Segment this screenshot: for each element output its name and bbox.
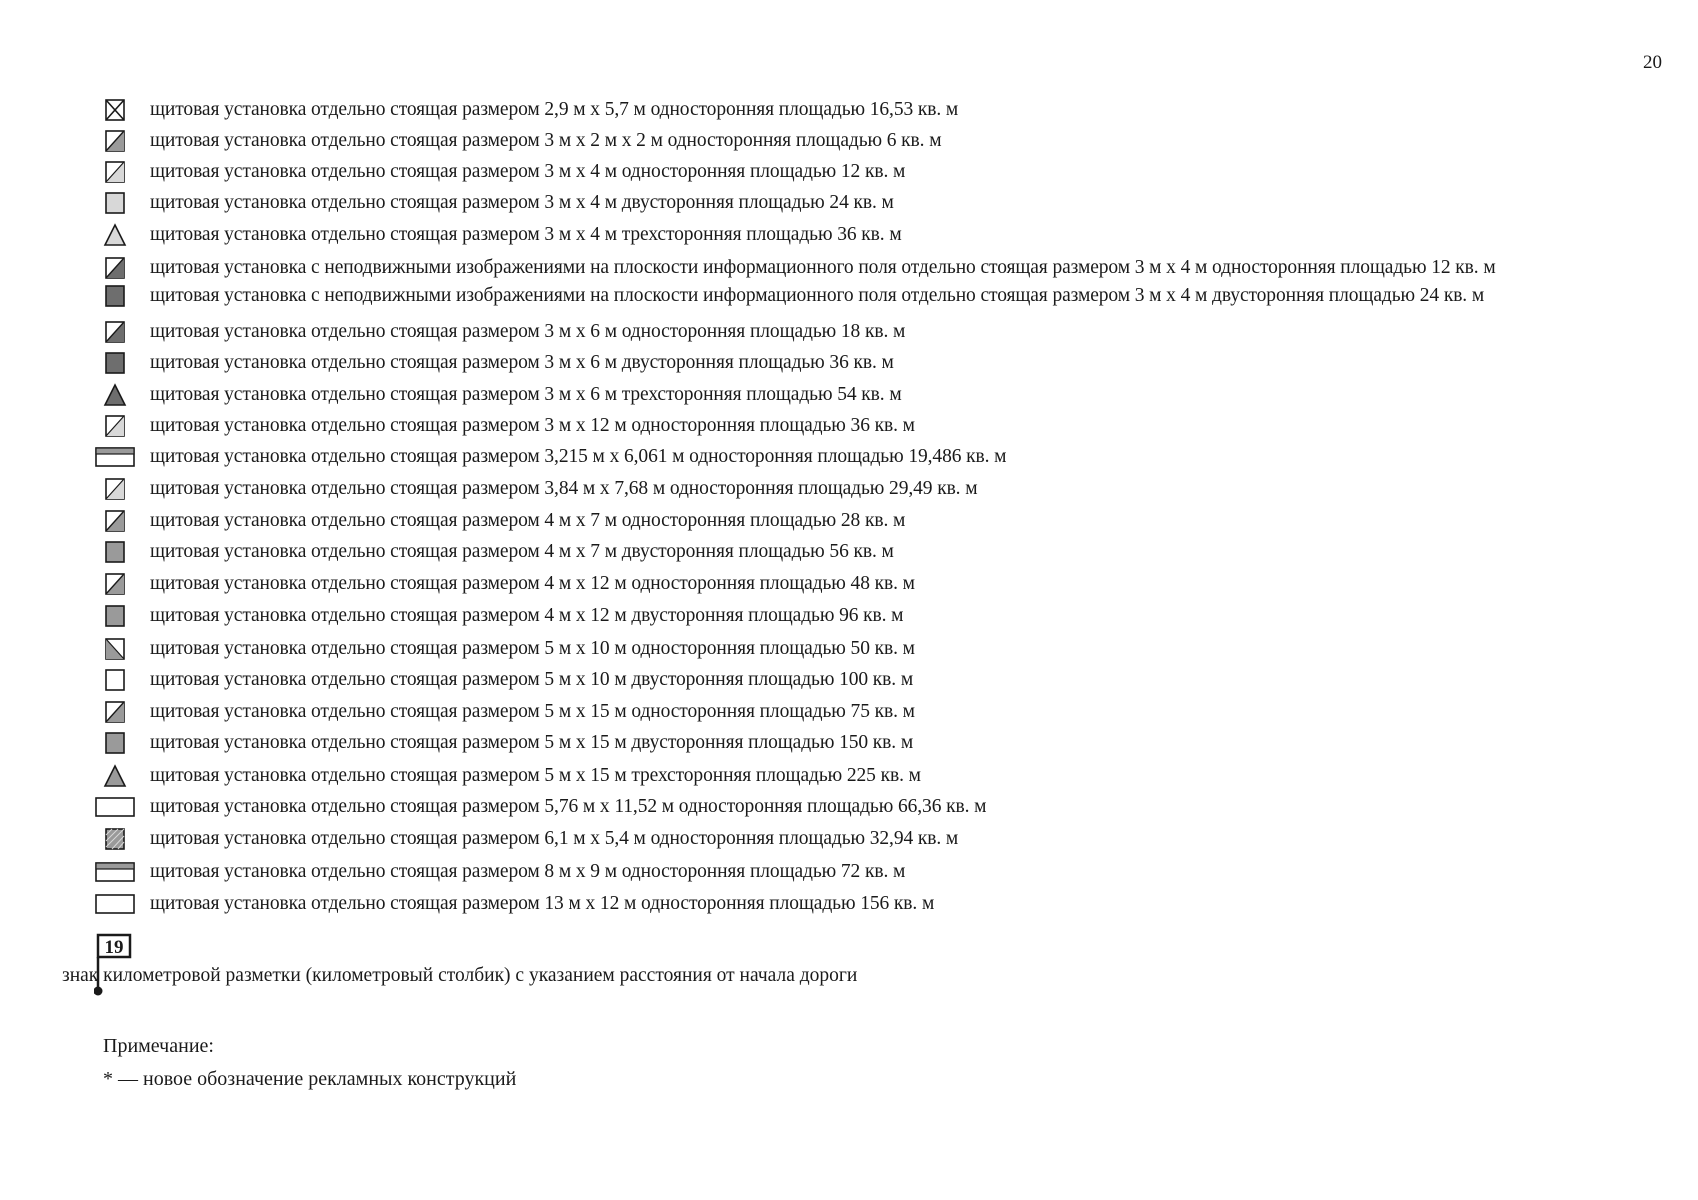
legend-item	[94, 698, 915, 726]
legend-item-label: щитовая установка отдельно стоящая размером 3 м х 4 м двусторонняя площадью 24 кв. м	[150, 192, 894, 213]
legend-item-label: щитовая установка отдельно стоящая размером 3 м х 2 м х 2 м односторонняя площадью 6 кв. м	[150, 130, 942, 151]
legend-item	[94, 221, 902, 249]
legend-item-label: щитовая установка отдельно стоящая размером 3 м х 12 м односторонняя площадью 36 кв. м	[150, 415, 915, 436]
legend-item-label: щитовая установка отдельно стоящая размером 4 м х 12 м двусторонняя площадью 96 кв. м	[150, 605, 904, 626]
legend-item	[94, 349, 894, 377]
legend-item	[94, 729, 913, 757]
legend-item-label: щитовая установка с неподвижными изображениями на плоскости информационного поля отдельно стоящая размером 3 м х 4 м двусторонняя площадью 24 кв. м	[150, 285, 1485, 306]
diagonal-square-icon	[94, 507, 136, 535]
legend-item-label: щитовая установка отдельно стоящая размером 8 м х 9 м односторонняя площадью 72 кв. м	[150, 861, 906, 882]
solid-grey-square-icon	[94, 729, 136, 757]
legend-item-label: щитовая установка отдельно стоящая размером 5 м х 15 м двусторонняя площадью 150 кв. м	[150, 732, 914, 753]
grey-square-icon	[94, 189, 136, 217]
legend-item-label: щитовая установка отдельно стоящая размером 6,1 м х 5,4 м односторонняя площадью 32,94 кв. м	[150, 828, 959, 849]
diagonal-square-icon	[94, 698, 136, 726]
legend-item	[94, 793, 986, 821]
legend-item	[94, 96, 958, 124]
legend-item	[94, 538, 894, 566]
wide-empty-rect-icon	[94, 890, 136, 918]
triangle-solid-icon	[94, 762, 136, 790]
legend-item	[94, 443, 1006, 471]
triangle-dark-icon	[94, 381, 136, 409]
triangle-light-icon	[94, 221, 136, 249]
crossed-box-icon	[94, 96, 136, 124]
note-text: * — новое обозначение рекламных конструкций	[103, 1068, 517, 1090]
legend-item-label: щитовая установка отдельно стоящая размером 3 м х 4 м трехсторонняя площадью 36 кв. м	[150, 224, 902, 245]
legend-item	[94, 254, 1496, 282]
legend-item-label: щитовая установка отдельно стоящая размером 4 м х 7 м односторонняя площадью 28 кв. м	[150, 510, 906, 531]
legend-item-label: щитовая установка отдельно стоящая размером 2,9 м х 5,7 м односторонняя площадью 16,53 кв. м	[150, 99, 959, 120]
diagonal-square-dark-icon	[94, 318, 136, 346]
note-title: Примечание:	[103, 1035, 214, 1057]
hatched-square-icon	[94, 825, 136, 853]
legend-item-label: щитовая установка отдельно стоящая размером 3 м х 4 м односторонняя площадью 12 кв. м	[150, 161, 906, 182]
legend-item-label: щитовая установка отдельно стоящая размером 13 м х 12 м односторонняя площадью 156 кв. м	[150, 893, 935, 914]
legend-item-label: щитовая установка отдельно стоящая размером 3 м х 6 м трехсторонняя площадью 54 кв. м	[150, 384, 902, 405]
legend-item-label: щитовая установка отдельно стоящая размером 5 м х 15 м трехсторонняя площадью 225 кв. м	[150, 765, 921, 786]
legend-item-label: щитовая установка отдельно стоящая размером 3,215 м х 6,061 м односторонняя площадью 19,486 кв. м	[150, 446, 1007, 467]
legend-item-label: щитовая установка отдельно стоящая размером 5 м х 10 м односторонняя площадью 50 кв. м	[150, 638, 915, 659]
legend-item	[94, 381, 902, 409]
page-number: 20	[1643, 52, 1662, 73]
diagonal-square-icon	[94, 570, 136, 598]
legend-item	[94, 318, 905, 346]
legend-item	[94, 602, 903, 630]
legend-item	[94, 570, 915, 598]
dark-square-icon	[94, 349, 136, 377]
diagonal-square-light-icon	[94, 158, 136, 186]
legend-item	[94, 475, 977, 503]
wide-band-rect-icon	[94, 858, 136, 886]
legend-item-label: щитовая установка с неподвижными изображениями на плоскости информационного поля отдельно стоящая размером 3 м х 4 м односторонняя площадью 12 кв. м	[150, 257, 1496, 278]
legend-item-label: щитовая установка отдельно стоящая размером 5,76 м х 11,52 м односторонняя площадью 66,36 кв. м	[150, 796, 987, 817]
legend-item-label: щитовая установка отдельно стоящая размером 3 м х 6 м односторонняя площадью 18 кв. м	[150, 321, 906, 342]
km-marker-label: знак километровой разметки (километровый столбик) с указанием расстояния от начала дороги	[62, 965, 858, 986]
legend-item	[94, 189, 894, 217]
diagonal-square-dark-icon	[94, 254, 136, 282]
legend-item	[94, 127, 941, 155]
legend-item	[94, 412, 915, 440]
legend-item	[94, 635, 915, 663]
solid-grey-square-icon	[94, 538, 136, 566]
legend-item-label: щитовая установка отдельно стоящая размером 4 м х 7 м двусторонняя площадью 56 кв. м	[150, 541, 894, 562]
dark-square-icon	[94, 282, 136, 310]
legend-item	[94, 825, 958, 853]
diagonal-square-light-icon	[94, 412, 136, 440]
legend-item-label: щитовая установка отдельно стоящая размером 5 м х 10 м двусторонняя площадью 100 кв. м	[150, 669, 914, 690]
legend-item-label: щитовая установка отдельно стоящая размером 4 м х 12 м односторонняя площадью 48 кв. м	[150, 573, 915, 594]
legend-item	[94, 858, 905, 886]
legend-item	[94, 282, 1484, 310]
diagonal-square-light-icon	[94, 475, 136, 503]
legend-item	[94, 762, 921, 790]
legend-item-label: щитовая установка отдельно стоящая размером 5 м х 15 м односторонняя площадью 75 кв. м	[150, 701, 915, 722]
legend-item	[94, 507, 905, 535]
wide-empty-rect-icon	[94, 793, 136, 821]
legend-item-label: щитовая установка отдельно стоящая размером 3,84 м х 7,68 м односторонняя площадью 29,49 кв. м	[150, 478, 978, 499]
empty-square-icon	[94, 666, 136, 694]
km-marker-number: 19	[104, 937, 124, 958]
legend-item	[94, 158, 905, 186]
solid-grey-square-icon	[94, 602, 136, 630]
legend-item	[94, 890, 934, 918]
diagonal-square-reverse-icon	[94, 635, 136, 663]
legend-item	[94, 666, 913, 694]
diagonal-square-icon	[94, 127, 136, 155]
legend-item-label: щитовая установка отдельно стоящая размером 3 м х 6 м двусторонняя площадью 36 кв. м	[150, 352, 894, 373]
wide-band-rect-icon	[94, 443, 136, 471]
